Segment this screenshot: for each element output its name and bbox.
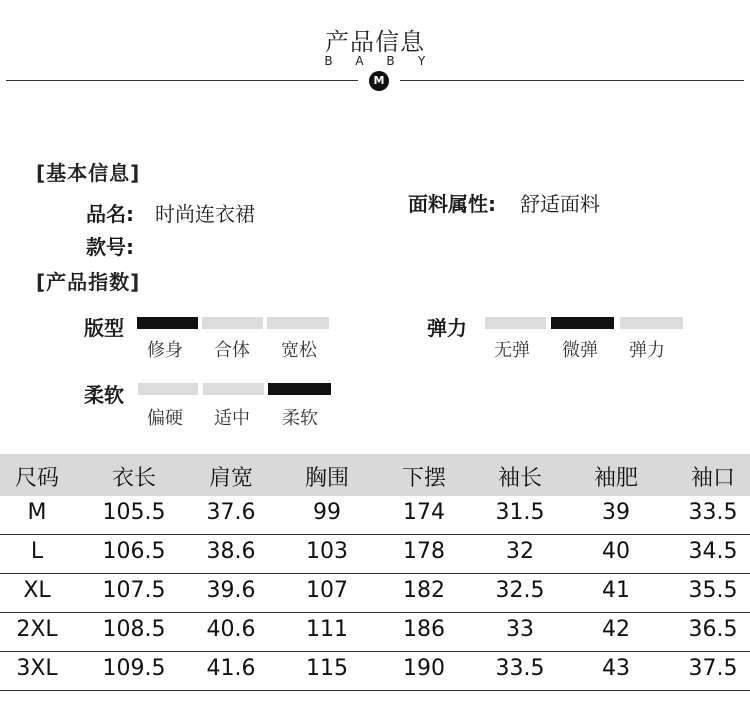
table-row-divider <box>0 690 750 691</box>
fit-option: 合体 <box>214 340 250 361</box>
table-cell: 38.6 <box>206 539 256 564</box>
softness-bar-1 <box>138 383 198 395</box>
table-cell: 34.5 <box>688 539 738 564</box>
table-row-divider <box>0 534 750 535</box>
table-cell: XL <box>23 578 51 603</box>
table-cell: L <box>30 539 44 564</box>
fit-option: 宽松 <box>281 340 317 361</box>
subtitle-letter: Y <box>417 54 426 68</box>
softness-option: 偏硬 <box>147 408 183 429</box>
table-cell: 33.5 <box>495 656 545 681</box>
table-cell: 33.5 <box>688 500 738 525</box>
table-cell: 182 <box>403 578 445 603</box>
fit-bar-2 <box>202 317 263 329</box>
basic-info-heading: [基本信息] <box>36 161 141 185</box>
table-cell: 99 <box>313 500 341 525</box>
table-cell: 3XL <box>16 656 58 681</box>
subtitle-letter: A <box>355 54 364 68</box>
table-header-cell: 胸围 <box>304 466 349 491</box>
softness-option: 柔软 <box>282 408 318 429</box>
table-header-cell: 袖肥 <box>593 466 638 491</box>
table-cell: 105.5 <box>102 500 166 525</box>
table-header-cell: 肩宽 <box>208 466 253 491</box>
elasticity-option: 弹力 <box>629 340 665 361</box>
style-number-label: 款号: <box>86 235 134 259</box>
table-cell: M <box>27 500 47 525</box>
fabric-label: 面料属性: <box>408 192 496 216</box>
table-cell: 107 <box>306 578 348 603</box>
table-cell: 35.5 <box>688 578 738 603</box>
table-cell: 42 <box>602 617 630 642</box>
table-header-cell: 下摆 <box>401 466 446 491</box>
table-cell: 186 <box>403 617 445 642</box>
table-cell: 107.5 <box>102 578 166 603</box>
table-cell: 32 <box>506 539 534 564</box>
table-cell: 41 <box>602 578 630 603</box>
page-subtitle <box>0 54 750 68</box>
table-cell: 40 <box>602 539 630 564</box>
product-name-value: 时尚连衣裙 <box>155 202 255 226</box>
table-cell: 106.5 <box>102 539 166 564</box>
table-cell: 41.6 <box>206 656 256 681</box>
table-cell: 174 <box>403 500 445 525</box>
softness-option: 适中 <box>214 408 250 429</box>
table-cell: 32.5 <box>495 578 545 603</box>
fit-bar-1 <box>137 317 198 329</box>
table-header-cell: 衣长 <box>111 466 156 491</box>
table-cell: 39.6 <box>206 578 256 603</box>
fabric-value: 舒适面料 <box>520 192 600 216</box>
size-badge: M <box>369 71 389 91</box>
table-cell: 2XL <box>16 617 58 642</box>
table-cell: 37.5 <box>688 656 738 681</box>
table-cell: 111 <box>306 617 348 642</box>
softness-label: 柔软 <box>84 383 124 407</box>
elasticity-bar-1 <box>485 317 546 329</box>
table-header-cell: 尺码 <box>14 466 59 491</box>
table-row-divider <box>0 573 750 574</box>
table-cell: 178 <box>403 539 445 564</box>
fit-label: 版型 <box>84 316 124 340</box>
table-cell: 37.6 <box>206 500 256 525</box>
table-row-divider <box>0 612 750 613</box>
table-cell: 36.5 <box>688 617 738 642</box>
header-divider-left <box>6 80 358 81</box>
table-header-cell: 袖口 <box>690 466 735 491</box>
product-name-label: 品名: <box>86 202 134 226</box>
elasticity-label: 弹力 <box>427 316 467 340</box>
elasticity-option: 无弹 <box>494 340 530 361</box>
table-cell: 190 <box>403 656 445 681</box>
header-divider-right <box>400 80 744 81</box>
fit-option: 修身 <box>147 340 183 361</box>
fit-bar-3 <box>267 317 329 329</box>
table-row-divider <box>0 651 750 652</box>
page-title: 产品信息 <box>325 28 425 56</box>
table-cell: 39 <box>602 500 630 525</box>
table-header-cell: 袖长 <box>497 466 542 491</box>
softness-bar-2 <box>203 383 264 395</box>
table-cell: 115 <box>306 656 348 681</box>
elasticity-option: 微弹 <box>562 340 598 361</box>
table-cell: 40.6 <box>206 617 256 642</box>
table-cell: 109.5 <box>102 656 166 681</box>
table-cell: 31.5 <box>495 500 545 525</box>
elasticity-bar-3 <box>620 317 683 329</box>
subtitle-letter: B <box>324 54 333 68</box>
table-cell: 108.5 <box>102 617 166 642</box>
table-cell: 103 <box>306 539 348 564</box>
softness-bar-3 <box>268 383 331 395</box>
product-index-heading: [产品指数] <box>36 270 141 294</box>
table-cell: 33 <box>506 617 534 642</box>
elasticity-bar-2 <box>551 317 614 329</box>
table-cell: 43 <box>602 656 630 681</box>
subtitle-letter: B <box>386 54 395 68</box>
